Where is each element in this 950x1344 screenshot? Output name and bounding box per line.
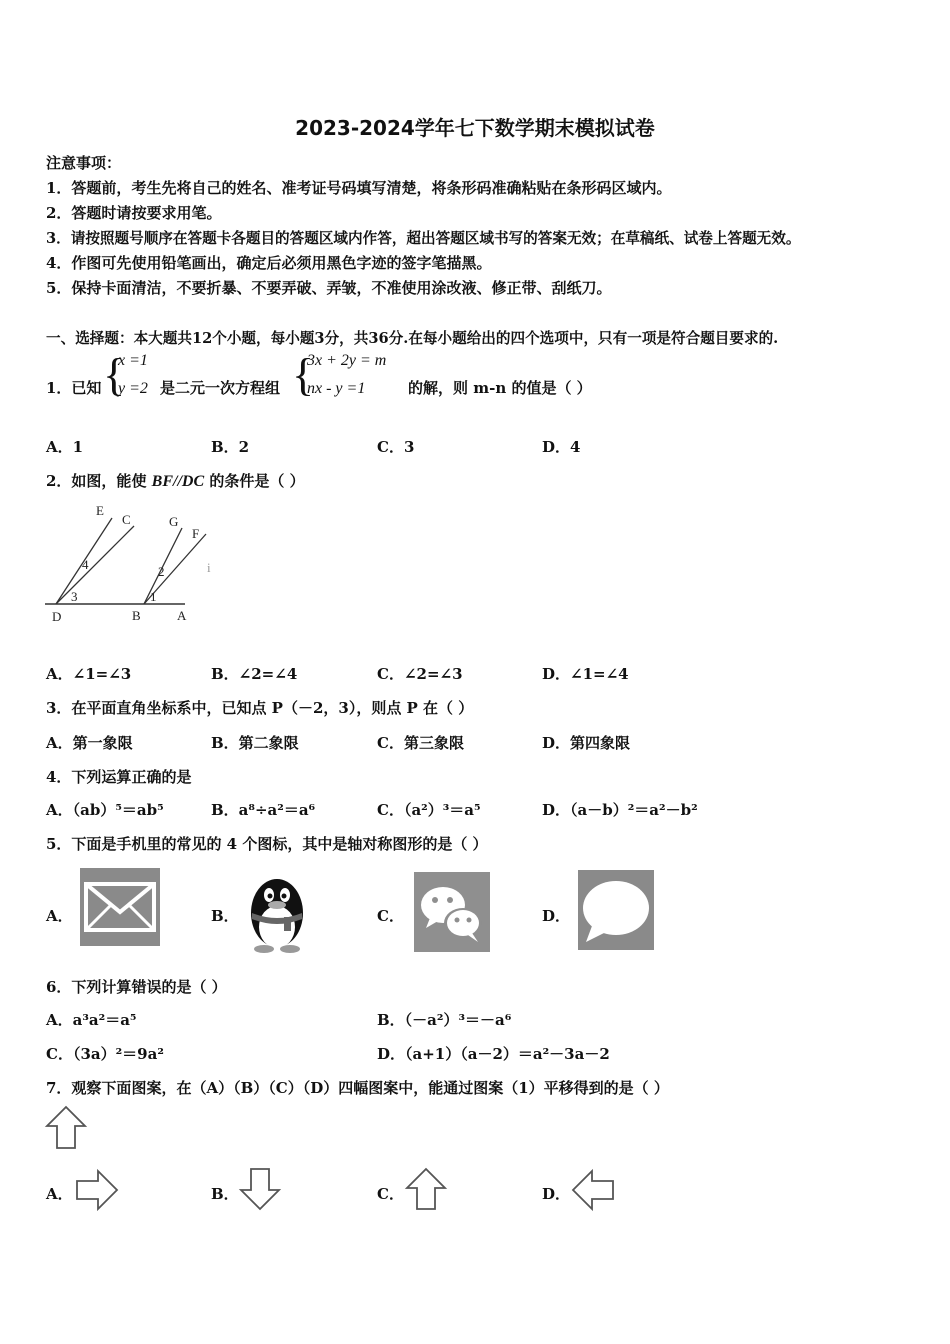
q5-stem: 5．下面是手机里的常见的 4 个图标，其中是轴对称图形的是（ ） xyxy=(46,835,488,853)
q3-option-c[interactable]: C．第三象限 xyxy=(377,734,464,752)
q4-option-c[interactable]: C．（a²）³＝a⁵ xyxy=(377,801,481,819)
q1-option-c[interactable]: C．3 xyxy=(377,438,415,456)
label-3: 3 xyxy=(71,589,78,604)
q1-option-b[interactable]: B．2 xyxy=(211,438,250,456)
q6-option-b[interactable]: B．（－a²）³＝－a⁶ xyxy=(377,1011,512,1029)
q7-option-a[interactable]: A． xyxy=(46,1185,73,1203)
envelope-icon xyxy=(80,868,160,946)
q2-option-b[interactable]: B．∠2=∠4 xyxy=(211,665,298,683)
arrow-right-icon xyxy=(74,1168,120,1212)
speech-bubble-icon xyxy=(578,870,654,950)
q4-option-d[interactable]: D．（a－b）²＝a²－b² xyxy=(542,801,698,819)
q1-option-d[interactable]: D．4 xyxy=(542,438,581,456)
q6-option-a[interactable]: A．a³a²＝a⁵ xyxy=(46,1011,137,1029)
q1-prefix: 1．已知 xyxy=(46,379,102,397)
label-4: 4 xyxy=(82,557,89,572)
q6-option-c[interactable]: C．（3a）²＝9a² xyxy=(46,1045,164,1063)
q3-stem: 3．在平面直角坐标系中，已知点 P（－2，3），则点 P 在（ ） xyxy=(46,699,474,717)
q1-suffix: 的解，则 m-n 的值是（ ） xyxy=(408,379,592,397)
q5-option-b[interactable]: B． xyxy=(211,907,239,925)
q1-sys2-line2: nx - y =1 xyxy=(307,380,366,397)
q1-sys2-line1: 3x + 2y = m xyxy=(307,352,387,369)
notice-item-2: 2．答题时请按要求用笔。 xyxy=(46,204,222,222)
q1-sys1-line1: x =1 xyxy=(118,352,148,369)
q7-option-c[interactable]: C． xyxy=(377,1185,404,1203)
q4-stem: 4．下列运算正确的是 xyxy=(46,768,192,786)
label-a: A xyxy=(177,608,187,623)
label-1: 1 xyxy=(150,589,157,604)
label-b: B xyxy=(132,608,141,623)
wechat-icon xyxy=(414,872,490,952)
q5-option-c[interactable]: C． xyxy=(377,907,404,925)
penguin-icon xyxy=(244,875,310,953)
label-2: 2 xyxy=(158,564,165,579)
q3-option-d[interactable]: D．第四象限 xyxy=(542,734,631,752)
q2-option-d[interactable]: D．∠1=∠4 xyxy=(542,665,629,683)
q3-option-b[interactable]: B．第二象限 xyxy=(211,734,299,752)
q6-stem: 6．下列计算错误的是（ ） xyxy=(46,978,227,996)
arrow-left-icon xyxy=(570,1168,616,1212)
q1-sys1-line2: y =2 xyxy=(118,380,148,397)
q1-brace-1: { xyxy=(103,349,126,400)
q1-brace-2: { xyxy=(292,349,315,400)
q7-option-b[interactable]: B． xyxy=(211,1185,239,1203)
arrow-up-option-icon xyxy=(404,1166,448,1212)
q2-stem: 2．如图，能使 BF//DC 的条件是（ ） xyxy=(46,472,305,490)
page-title: 2023-2024学年七下数学期末模拟试卷 xyxy=(295,116,655,140)
q2-option-a[interactable]: A．∠1=∠3 xyxy=(46,665,132,683)
q7-option-d[interactable]: D． xyxy=(542,1185,571,1203)
notice-item-4: 4．作图可先使用铅笔画出，确定后必须用黑色字迹的签字笔描黑。 xyxy=(46,254,492,272)
notice-item-3: 3．请按照题号顺序在答题卡各题目的答题区域内作答，超出答题区域书写的答案无效；在草稿纸、试卷上答题无效。 xyxy=(46,230,801,247)
q5-option-d[interactable]: D． xyxy=(542,907,571,925)
notice-item-1: 1．答题前，考生先将自己的姓名、准考证号码填写清楚，将条形码准确粘贴在条形码区域内。 xyxy=(46,179,672,197)
label-g: G xyxy=(169,514,179,529)
notice-item-5: 5．保持卡面清洁，不要折暴、不要弄破、弄皱，不准使用涂改液、修正带、刮纸刀。 xyxy=(46,279,612,297)
q1-mid: 是二元一次方程组 xyxy=(160,379,281,397)
q2-option-c[interactable]: C．∠2=∠3 xyxy=(377,665,463,683)
q5-option-a[interactable]: A． xyxy=(46,907,73,925)
notice-heading: 注意事项： xyxy=(46,154,122,172)
label-i: i xyxy=(207,560,211,575)
section-heading: 一、选择题：本大题共12个小题，每小题3分，共36分.在每小题给出的四个选项中，只有一项是符合题目要求的. xyxy=(46,330,779,347)
q3-option-a[interactable]: A．第一象限 xyxy=(46,734,133,752)
q7-stem: 7．观察下面图案，在（A）（B）（C）（D）四幅图案中，能通过图案（1）平移得到的是（ ） xyxy=(46,1079,669,1097)
label-f: F xyxy=(192,526,200,541)
arrow-down-icon xyxy=(238,1166,282,1212)
label-d: D xyxy=(52,609,62,624)
q6-option-d[interactable]: D．（a+1）（a－2）＝a²－3a－2 xyxy=(377,1045,610,1063)
q4-option-a[interactable]: A．（ab）⁵＝ab⁵ xyxy=(46,801,164,819)
label-e: E xyxy=(96,503,104,518)
q4-option-b[interactable]: B．a⁸÷a²＝a⁶ xyxy=(211,801,316,819)
label-c: C xyxy=(122,512,131,527)
arrow-up-icon xyxy=(44,1104,88,1152)
q1-option-a[interactable]: A．1 xyxy=(46,438,84,456)
q2-geometry-figure xyxy=(40,500,230,630)
